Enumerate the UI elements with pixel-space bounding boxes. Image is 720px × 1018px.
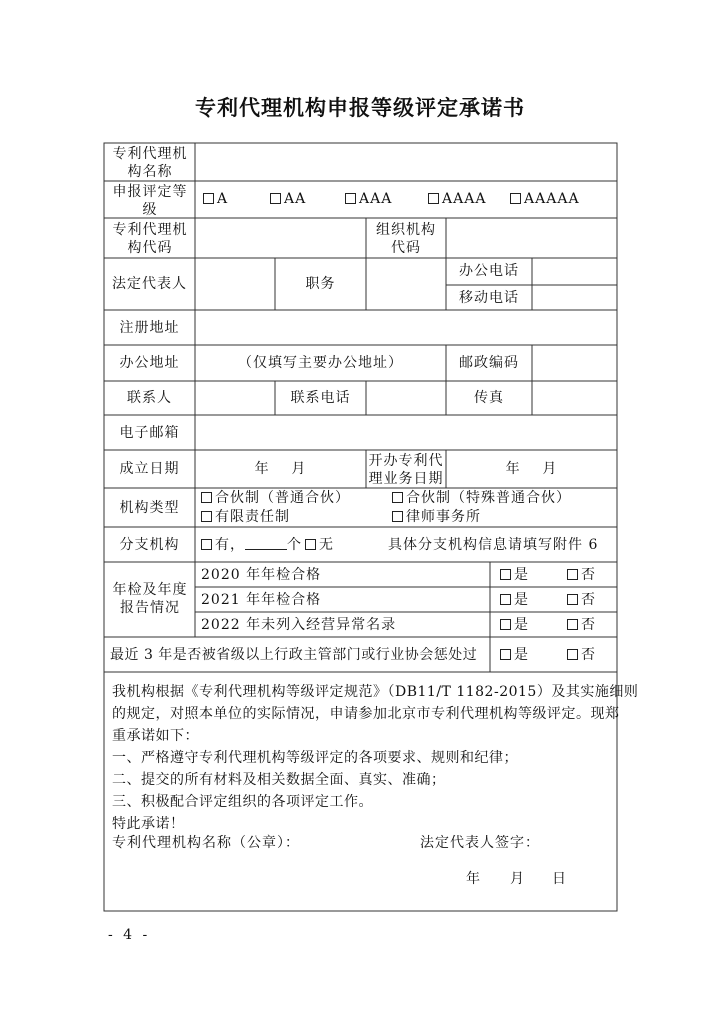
checkbox-icon xyxy=(305,539,316,550)
checkbox-icon xyxy=(500,594,511,605)
page-number: - 4 - xyxy=(108,927,151,943)
label-agency-name: 专利代理机构名称 xyxy=(112,146,188,180)
annual-item-2021: 2021 年年检合格 xyxy=(201,592,322,608)
label-contact: 联系人 xyxy=(127,390,172,406)
date-day-label: 日 xyxy=(552,871,567,887)
label-branch: 分支机构 xyxy=(119,537,180,553)
branch-no-option[interactable]: 无 xyxy=(305,536,334,554)
grade-option-aaaa[interactable]: AAAA xyxy=(428,190,486,208)
label-agency-code: 专利代理机构代码 xyxy=(112,222,188,256)
checkbox-icon xyxy=(201,492,212,503)
label-grade: 申报评定等级 xyxy=(112,184,188,218)
label-mobile-phone: 移动电话 xyxy=(459,290,519,306)
grade-option-aa[interactable]: AA xyxy=(270,190,306,208)
label-office-address: 办公地址 xyxy=(119,355,180,371)
checkbox-icon xyxy=(201,511,212,522)
label-punishment: 最近 3 年是否被省级以上行政主管部门或行业协会惩处过 xyxy=(110,647,478,663)
date-year-label: 年 xyxy=(466,871,481,887)
commitment-text xyxy=(112,681,639,835)
checkbox-icon xyxy=(345,193,356,204)
commitment-line: 我机构根据《专利代理机构等级评定规范》（DB11/T 1182-2015）及其实施细则 xyxy=(112,684,639,700)
label-postcode: 邮政编码 xyxy=(459,355,519,371)
annual-item-2020: 2020 年年检合格 xyxy=(201,567,322,583)
annual-2020-no[interactable]: 否 xyxy=(567,566,596,584)
checkbox-icon xyxy=(567,619,578,630)
signature-label: 法定代表人签字： xyxy=(420,835,540,851)
grade-option-a[interactable]: A xyxy=(203,190,228,208)
label-business-start: 开办专利代理业务日期 xyxy=(368,453,444,487)
grade-option-aaa[interactable]: AAA xyxy=(345,190,392,208)
branch-count-blank[interactable] xyxy=(245,537,287,550)
label-legal-rep: 法定代表人 xyxy=(112,276,187,292)
label-reg-address: 注册地址 xyxy=(119,320,180,336)
office-address-hint: （仅填写主要办公地址） xyxy=(238,355,403,371)
annual-2021-yes[interactable]: 是 xyxy=(500,591,529,609)
checkbox-icon xyxy=(510,193,521,204)
commitment-line: 二、提交的所有材料及相关数据全面、真实、准确； xyxy=(112,772,446,788)
checkbox-icon xyxy=(567,569,578,580)
org-type-option-special-partnership[interactable]: 合伙制（特殊普通合伙） xyxy=(392,489,571,507)
label-position: 职务 xyxy=(305,276,336,292)
org-type-option-general-partnership[interactable]: 合伙制（普通合伙） xyxy=(201,489,350,507)
branch-note: 具体分支机构信息请填写附件 6 xyxy=(388,537,599,553)
annual-2022-no[interactable]: 否 xyxy=(567,616,596,634)
label-contact-phone: 联系电话 xyxy=(290,390,351,406)
checkbox-icon xyxy=(567,649,578,660)
punishment-yes[interactable]: 是 xyxy=(500,646,529,664)
checkbox-icon xyxy=(500,649,511,660)
commitment-line: 重承诺如下： xyxy=(112,728,199,744)
checkbox-icon xyxy=(392,511,403,522)
checkbox-icon xyxy=(567,594,578,605)
label-founded-date: 成立日期 xyxy=(119,461,180,477)
agency-name-field[interactable] xyxy=(198,146,614,178)
label-fax: 传真 xyxy=(474,390,504,406)
org-type-option-law-firm[interactable]: 律师事务所 xyxy=(392,508,481,526)
business-start-fill[interactable]: 年 月 xyxy=(505,461,558,477)
annual-2022-yes[interactable]: 是 xyxy=(500,616,529,634)
page-title: 专利代理机构申报等级评定承诺书 xyxy=(195,95,525,120)
org-type-option-limited-liability[interactable]: 有限责任制 xyxy=(201,508,290,526)
label-email: 电子邮箱 xyxy=(119,425,180,441)
checkbox-icon xyxy=(201,539,212,550)
checkbox-icon xyxy=(392,492,403,503)
checkbox-icon xyxy=(428,193,439,204)
annual-2020-yes[interactable]: 是 xyxy=(500,566,529,584)
date-month-label: 月 xyxy=(510,871,525,887)
grade-option-aaaaa[interactable]: AAAAA xyxy=(510,190,580,208)
checkbox-icon xyxy=(500,569,511,580)
founded-date-fill[interactable]: 年 月 xyxy=(254,461,307,477)
commitment-line: 三、积极配合评定组织的各项评定工作。 xyxy=(112,794,373,810)
checkbox-icon xyxy=(203,193,214,204)
label-org-type: 机构类型 xyxy=(119,500,180,516)
label-office-phone: 办公电话 xyxy=(459,263,519,279)
label-annual-check: 年检及年度报告情况 xyxy=(112,582,188,616)
seal-label: 专利代理机构名称（公章）： xyxy=(112,835,300,851)
checkbox-icon xyxy=(500,619,511,630)
commitment-line: 一、严格遵守专利代理机构等级评定的各项要求、规则和纪律； xyxy=(112,750,518,766)
punishment-no[interactable]: 否 xyxy=(567,646,596,664)
branch-yes-option[interactable]: 有， 个 xyxy=(201,536,302,554)
commitment-line: 的规定，对照本单位的实际情况，申请参加北京市专利代理机构等级评定。现郑 xyxy=(112,706,620,722)
annual-item-2022: 2022 年未列入经营异常名录 xyxy=(201,617,397,633)
label-org-code: 组织机构代码 xyxy=(376,222,436,256)
checkbox-icon xyxy=(270,193,281,204)
commitment-line: 特此承诺！ xyxy=(112,816,185,832)
annual-2021-no[interactable]: 否 xyxy=(567,591,596,609)
